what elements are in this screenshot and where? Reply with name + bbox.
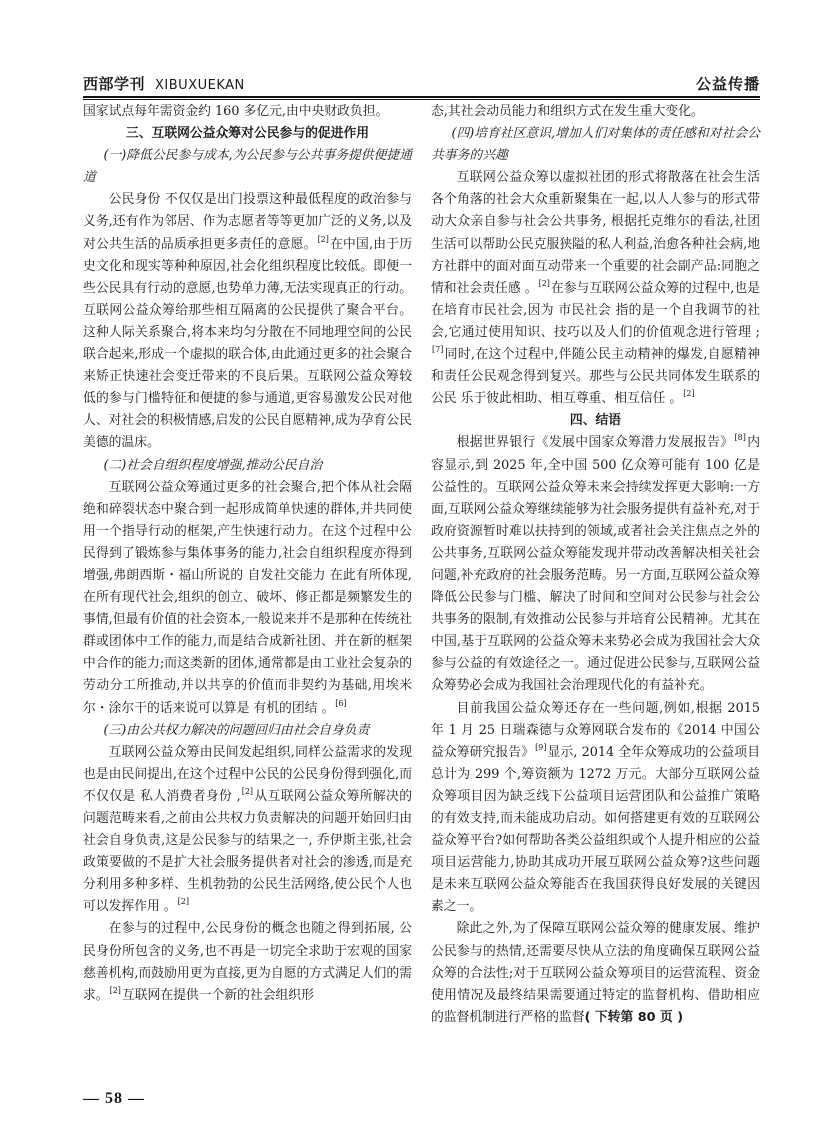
subsection-heading: (二)社会自组织程度增强,推动公民自治 <box>103 457 323 473</box>
body-paragraph <box>83 477 412 720</box>
citation-ref: [2] <box>177 897 189 907</box>
journal-name: 西部学刊 <box>83 75 146 93</box>
subsection-heading: (三)由公共权力解决的问题回归由社会自身负责 <box>103 722 370 738</box>
paragraph-text: 公民身份 不仅仅是出门投票这种最低程度的政治参与义务,还有作为邻居、作为志愿者等等更加广泛的义务,以及对公共生活的品质承担更多责任的意愿。 <box>83 192 412 252</box>
section-heading: 四、结语 <box>569 413 622 429</box>
carry-over-paragraph: 国家试点每年需资金约 160 多亿元,由中央财政负担。 <box>83 104 389 119</box>
paragraph-text: 同时,在这个过程中,伴随公民主动精神的爆发,自愿精神和责任公民观念得到复兴。那些与公民共同体发生联系的公民 乐于彼此相助、相互尊重、相互信任 。 <box>431 347 760 407</box>
left-column <box>83 101 412 1101</box>
body-paragraph <box>83 189 412 454</box>
citation-ref: [2] <box>241 786 254 796</box>
citation-ref: [6] <box>335 698 347 708</box>
journal-masthead <box>83 73 245 94</box>
paragraph-text: 从互联网公益众筹所解决的问题范畴来看,之前由公共权力负责解决的问题开始回归由社会自身负责,这是公民参与的结果之一, 乔伊斯主张,社会政策要做的不是扩大社会服务提供者对社会的渗透,而是充分利用多种多样、生机勃勃的公民生活网络,使公民个人也可以发挥作用 。 <box>83 788 412 915</box>
paragraph-text: 目前我国公益众筹还存在一些问题,例如,根据 2015 年 1 月 25 日瑞森德与众筹网联合发布的《2014 中国公益众筹研究报告》 <box>431 700 760 760</box>
paragraph-text: 内容显示,到 2025 年,全中国 500 亿众筹可能有 100 亿是公益性的。互联网公益众筹未来会持续发挥更大影响:一方面,互联网公益众筹继续能够为社会服务提供有益补充,对于政府资源暂时难以扶持到的领域,或者社会关注焦点之外的公共事务,互联网公益众筹能发现并带动改善解决相关社会问题,补充政府的社会服务范畴。另一方面,互联网公益众筹降低公民参与门槛、解决了时间和空间对公民参与社会公共事务的限制,有效推动公民参与并培育公民精神。尤其在中国,基于互联网的公益众筹未来势必会成为我国社会大众参与公益的有效途径之一。通过促进公民参与,互联网公益众筹势必会成为我国社会治理现代化的有益补充。 <box>431 435 761 694</box>
body-paragraph <box>83 918 412 1006</box>
citation-ref: [9] <box>535 742 547 752</box>
body-paragraph <box>431 918 760 1028</box>
citation-ref: [7] <box>432 345 444 355</box>
citation-ref: [2] <box>683 389 695 399</box>
journal-pinyin: XIBUXUEKAN <box>155 78 245 93</box>
carry-over-paragraph: 态,其社会动员能力和组织方式在发生重大变化。 <box>431 104 704 119</box>
subsection-heading: (四)培育社区意识,增加人们对集体的责任感和对社会公共事务的兴趣 <box>431 126 760 164</box>
page-number: — 58 — <box>83 1090 145 1107</box>
section-heading: 三、互联网公益众筹对公民参与的促进作用 <box>125 126 370 142</box>
paragraph-text: 在中国,由于历史文化和现实等种种原因,社会化组织程度比较低。即便一些公民具有行动的意愿,也势单力薄,无法实现真正的行动。互联网公益众筹给那些相互隔离的公民提供了聚合平台。这种人际关系聚合,将本来均匀分散在不同地理空间的公民联合起来,形成一个虚拟的联合体,由此通过更多的社会聚合来矫正快速社会变迁带来的不良后果。互联网公益众筹较低的参与门槛特征和便捷的参与通道,更容易激发公民对他人、对社会的积极情感,启发的公民自愿精神,成为孕育公民美德的温床。 <box>83 236 413 451</box>
paragraph-text: 除此之外,为了保障互联网公益众筹的健康发展、维护公民参与的热情,还需要尽快从立法的角度确保互联网公益众筹的合法性;对于互联网公益众筹项目的运营流程、资金使用情况及最终结果需要通过特定的监督机构、借助相应的监督机制进行严格的监督 <box>431 921 760 1025</box>
body-paragraph <box>431 167 760 410</box>
paragraph-text: 互联网在提供一个新的社会组织形 <box>121 987 314 1003</box>
citation-ref: [2] <box>109 985 121 995</box>
paragraph-text: 根据世界银行《发展中国家众筹潜力发展报告》 <box>456 435 734 451</box>
paragraph-text: 互联网公益众筹由民间发起组织,同样公益需求的发现也是由民间提出,在这个过程中公民的公民身份得到强化,而不仅仅是 私人消费者身份 , <box>83 744 412 804</box>
subsection-heading: (一)降低公民参与成本,为公民参与公共事务提供便捷通道 <box>83 148 412 186</box>
paragraph-text: 互联网公益众筹以虚拟社团的形式将散落在社会生活各个角落的社会大众重新聚集在一起,以人人参与的形式带动大众亲自参与社会公共事务, 根据托克维尔的看法,社团生活可以帮助公民克服狭隘的私人利益,治愈各种社会病,地方社群中的面对面互动带来一个重要的社会副产品:同胞之情和社会责任感 。 <box>431 170 760 296</box>
citation-ref: [8] <box>734 433 746 443</box>
body-paragraph <box>431 432 760 697</box>
paragraph-text: 在参与的过程中,公民身份的概念也随之得到拓展, 公民身份所包含的义务,也不再是一切完全求助于宏观的国家慈善机构,而鼓励用更为直接,更为自愿的方式满足人们的需求。 <box>83 921 412 1003</box>
header-rule-thick <box>83 96 760 98</box>
right-column <box>431 101 760 1101</box>
citation-ref: [2] <box>317 234 329 244</box>
continued-on-page-note: ( 下转第 80 页 ) <box>584 1009 684 1025</box>
paragraph-text: 在参与互联网公益众筹的过程中,也是在培育市民社会,因为 市民社会 指的是一个自我调节的社会,它通过使用知识、技巧以及人们的价值观念进行管理 ; <box>431 280 760 340</box>
section-name: 公益传播 <box>695 75 760 93</box>
body-paragraph <box>431 698 760 919</box>
body-paragraph <box>83 742 412 919</box>
running-header <box>83 72 760 94</box>
header-rule-thin <box>83 99 760 100</box>
paragraph-text: 互联网公益众筹通过更多的社会聚合,把个体从社会隔绝和碎裂状态中聚合到一起形成简单快速的群体,并共同使用一个指导行动的框架,产生快速行动力。在这个过程中公民得到了锻炼参与集体事务的能力,社会自组织程度亦得到增强,弗朗西斯・福山所说的 自发社交能力 在此有所体现, 在所有现代社会,组织的创立、破坏、修正都是频繁发生的事情,但最有价值的社会资本,一般说来并不是那种在传统社群或团体中工作的能力,而是结合成新社团、并在新的框架中合作的能力;而这类新的团体,通常都是由工业社会复杂的劳动分工所推动,并以共享的价值而非契约为基础,用埃米尔・涂尔干的话来说可以算是 有机的团结 。 <box>83 479 412 716</box>
paragraph-text: 显示, 2014 全年众筹成功的公益项目总计为 299 个,筹资额为 1272 万元。大部分互联网公益众筹项目因为缺乏线下公益项目运营团队和公益推广策略的有效支持,而未能成功启动。如何搭建更有效的互联网公益众筹平台?如何帮助各类公益组织或个人提升相应的公益项目运营能力,协助其成功开展互联网公益众筹?这些问题是未来互联网公益众筹能否在我国获得良好发展的关键因素之一。 <box>431 744 760 915</box>
citation-ref: [2] <box>538 278 550 288</box>
